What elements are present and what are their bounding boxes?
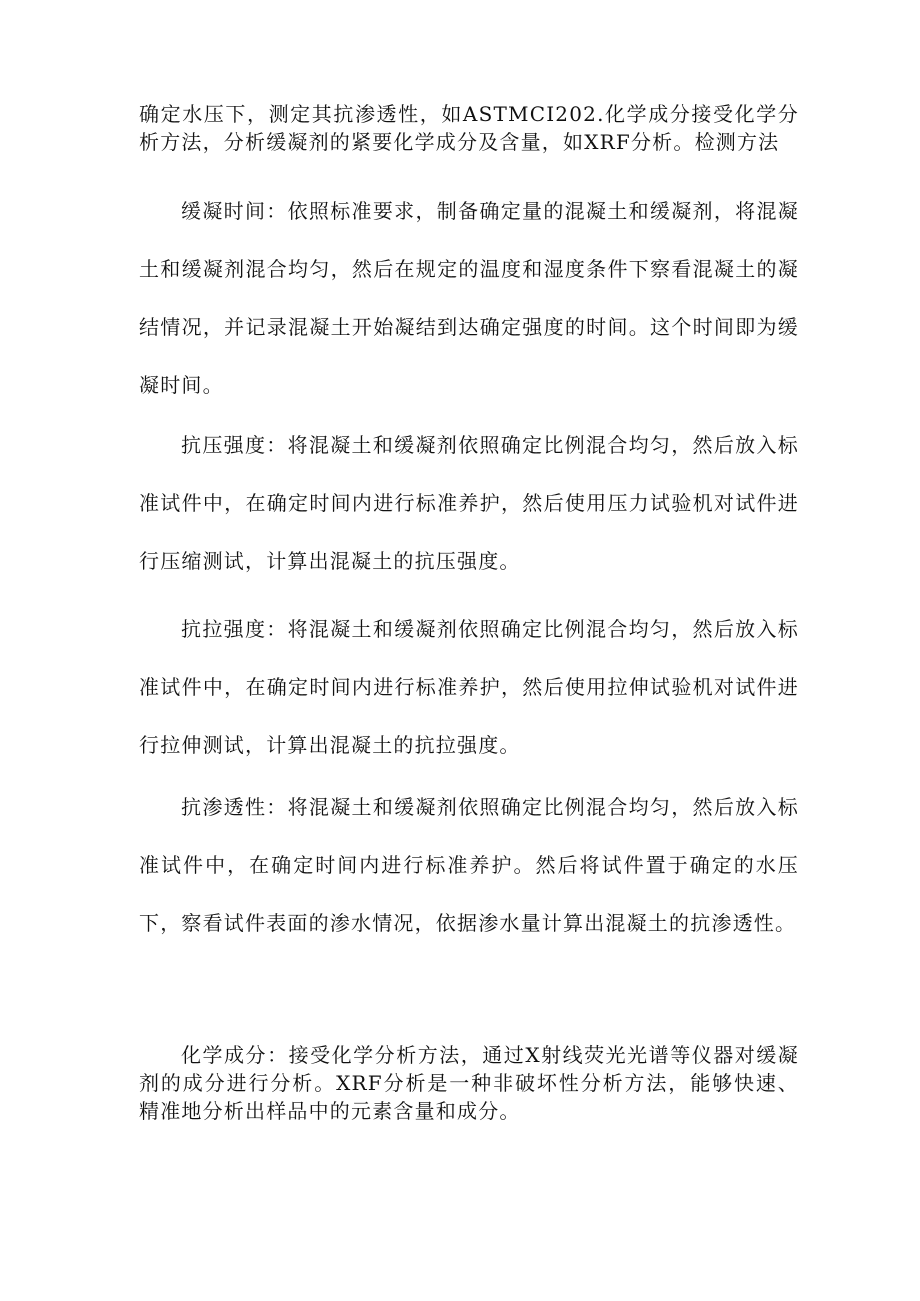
paragraph-chemical-composition: 化学成分：接受化学分析方法，通过X射线荧光光谱等仪器对缓凝剂的成分进行分析。XRF分析是一种非破坏性分析方法，能够快速、精准地分析出样品中的元素含量和成分。	[139, 1043, 799, 1123]
paragraph-compressive-strength: 抗压强度：将混凝土和缓凝剂依照确定比例混合均匀，然后放入标准试件中，在确定时间内进行标准养护，然后使用压力试验机对试件进行压缩测试，计算出混凝土的抗压强度。	[139, 433, 799, 573]
paragraph-retarding-time: 缓凝时间：依照标准要求，制备确定量的混凝土和缓凝剂，将混凝土和缓凝剂混合均匀，然后在规定的温度和湿度条件下察看混凝土的凝结情况，并记录混凝土开始凝结到达确定强度的时间。这个时间即为缓凝时间。	[139, 199, 799, 397]
paragraph-tensile-strength: 抗拉强度：将混凝土和缓凝剂依照确定比例混合均匀，然后放入标准试件中，在确定时间内进行标准养护，然后使用拉伸试验机对试件进行拉伸测试，计算出混凝土的抗拉强度。	[139, 617, 799, 757]
paragraph-intro: 确定水压下，测定其抗渗透性，如ASTMCI202.化学成分接受化学分析方法，分析缓凝剂的紧要化学成分及含量，如XRF分析。检测方法	[139, 102, 799, 154]
paragraph-impermeability: 抗渗透性：将混凝土和缓凝剂依照确定比例混合均匀，然后放入标准试件中，在确定时间内进行标准养护。然后将试件置于确定的水压下，察看试件表面的渗水情况，依据渗水量计算出混凝土的抗渗透性。	[139, 795, 799, 935]
